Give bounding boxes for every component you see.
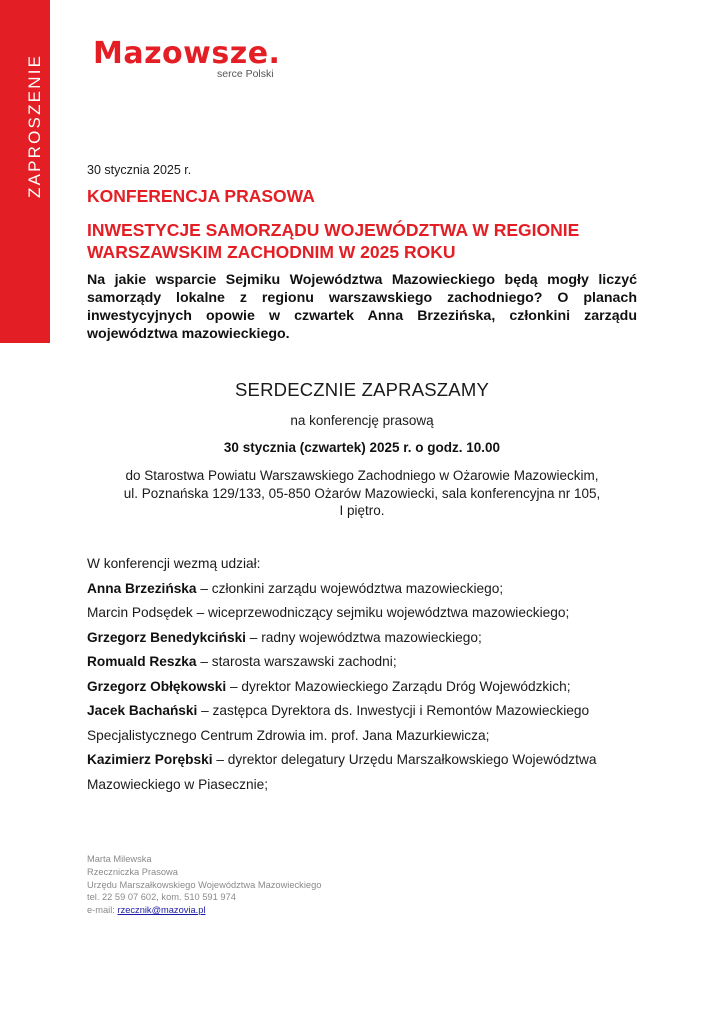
participant-role: – członkini zarządu województwa mazowieckiego; xyxy=(196,580,504,596)
participants-intro: W konferencji wezmą udział: xyxy=(87,556,261,571)
contact-phone: tel. 22 59 07 602, kom. 510 591 974 xyxy=(87,892,236,903)
participant-item xyxy=(87,650,667,675)
logo-tagline: serce Polski xyxy=(217,68,274,80)
contact-name: Marta Milewska xyxy=(87,854,152,864)
participant-item xyxy=(87,577,667,602)
sidebar-banner xyxy=(0,0,50,343)
document-title: INWESTYCJE SAMORZĄDU WOJEWÓDZTWA W REGIONIE WARSZAWSKIM ZACHODNIM W 2025 ROKU xyxy=(87,220,580,262)
contact-title: Rzeczniczka Prasowa xyxy=(87,866,178,877)
invite-heading: SERDECZNIE ZAPRASZAMY xyxy=(235,379,489,400)
press-contact xyxy=(87,853,321,917)
participant-role: – dyrektor Mazowieckiego Zarządu Dróg Wojewódzkich; xyxy=(226,678,571,694)
participant-name: Marcin Podsędek xyxy=(87,605,193,620)
conference-label: na konferencję prasową xyxy=(290,413,434,428)
participant-name: Romuald Reszka xyxy=(87,654,197,669)
sidebar-label: ZAPROSZENIE xyxy=(25,53,44,198)
participant-item xyxy=(87,675,667,700)
document-heading: KONFERENCJA PRASOWA xyxy=(87,186,315,206)
email-label: e-mail: xyxy=(87,905,118,916)
participant-name: Grzegorz Obłękowski xyxy=(87,678,227,694)
participant-item xyxy=(87,699,667,724)
participants-list xyxy=(87,552,667,797)
contact-org: Urzędu Marszałkowskiego Województwa Mazowieckiego xyxy=(87,879,322,890)
email-link[interactable]: rzecznik@mazovia.pl xyxy=(117,905,206,916)
location-line: ul. Poznańska 129/133, 05-850 Ożarów Mazowiecki, sala konferencyjna nr 105, xyxy=(123,485,601,501)
participant-name: Kazimierz Porębski xyxy=(87,752,213,767)
participant-name: Grzegorz Benedykciński xyxy=(87,629,246,645)
location-line: I piętro. xyxy=(339,503,385,518)
mazowsze-logo xyxy=(93,38,288,82)
logo-wordmark: Mazowsze. xyxy=(93,36,281,71)
participant-item xyxy=(87,626,667,651)
participant-role-continued: Mazowieckiego w Piasecznie; xyxy=(87,776,269,792)
participant-role: – dyrektor delegatury Urzędu Marszałkowskiego Województwa xyxy=(212,752,597,767)
participant-item xyxy=(87,748,667,773)
event-location xyxy=(87,467,637,520)
participant-role: – radny województwa mazowieckiego; xyxy=(245,629,482,645)
participant-name: Anna Brzezińska xyxy=(87,580,197,596)
location-line: do Starostwa Powiatu Warszawskiego Zachodniego w Ożarowie Mazowieckim, xyxy=(125,468,599,483)
participant-role: – wiceprzewodniczący sejmiku województwa mazowieckiego; xyxy=(192,605,570,620)
participant-name: Jacek Bachański xyxy=(87,703,198,718)
participant-role: – starosta warszawski zachodni; xyxy=(196,654,397,669)
lead-paragraph: Na jakie wsparcie Sejmiku Województwa Mazowieckiego będą mogły liczyć samorządy lokalne z regionu warszawskiego zachodniego? O planach inwestycyjnych opowie w czwartek Anna Brzezińska, członkini zarządu województwa mazowieckiego. xyxy=(87,272,637,342)
participant-role-continued: Specjalistycznego Centrum Zdrowia im. prof. Jana Mazurkiewicza; xyxy=(87,727,490,743)
event-datetime: 30 stycznia (czwartek) 2025 r. o godz. 10.00 xyxy=(223,440,501,455)
participant-role: – zastępca Dyrektora ds. Inwestycji i Remontów Mazowieckiego xyxy=(197,703,590,718)
participant-item xyxy=(87,601,667,626)
contact-email-row xyxy=(87,904,321,917)
document-date: 30 stycznia 2025 r. xyxy=(87,163,192,177)
